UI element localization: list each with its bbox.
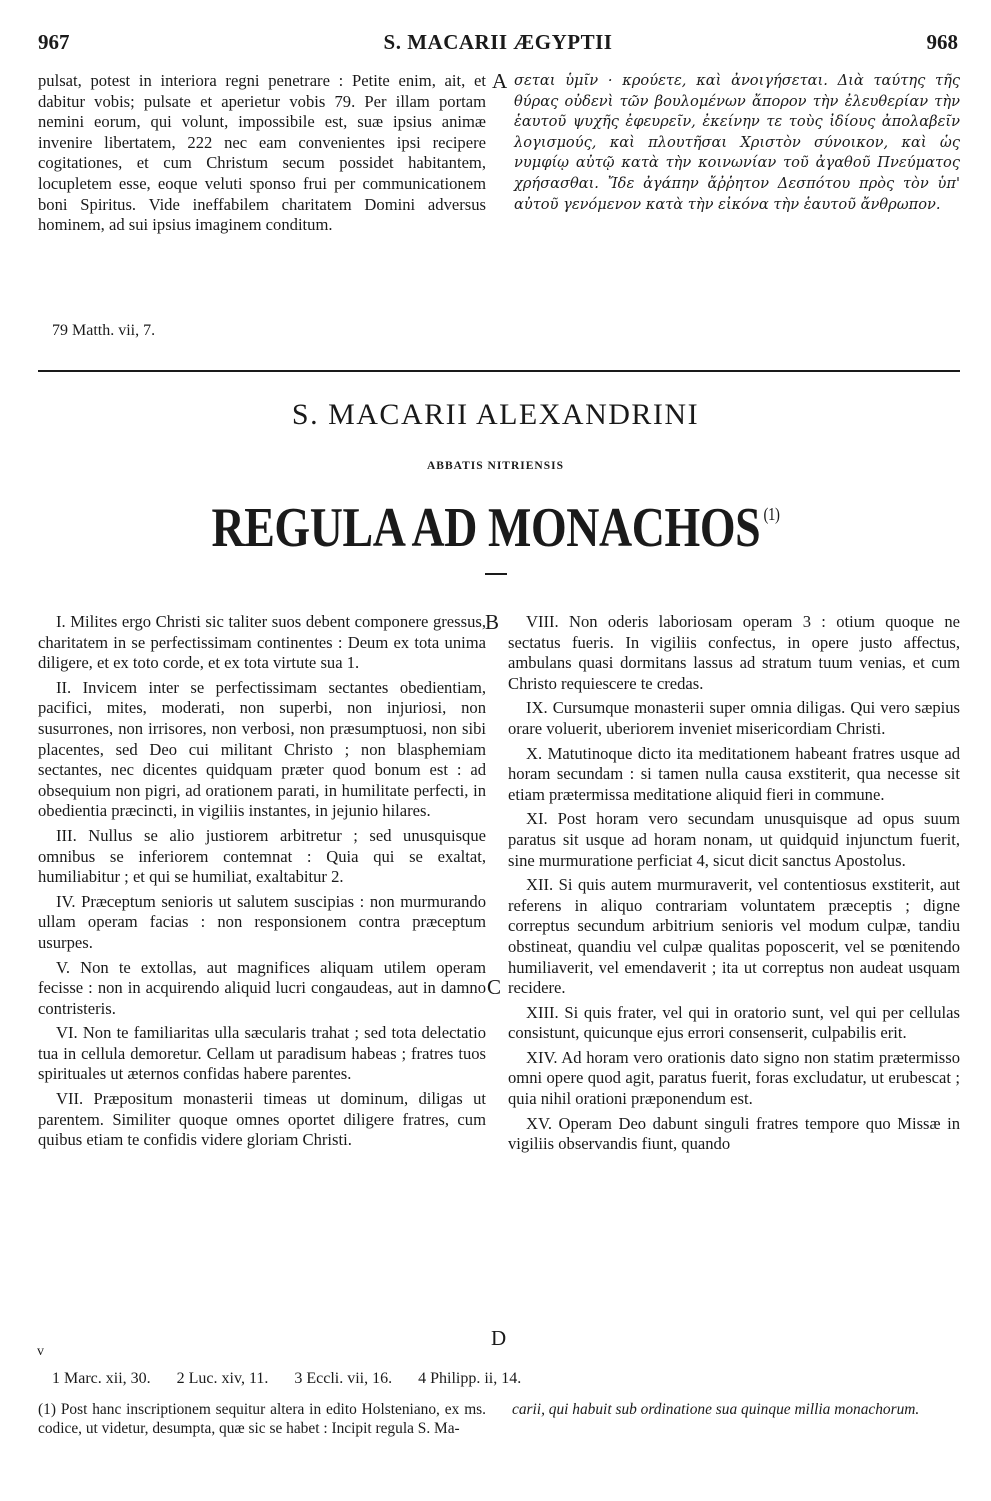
rule-xiv: XIV. Ad horam vero orationis dato signo non statim prætermisso omni opere quod agit, paratus fuerit, foras excludatur, ut erubescat ; quia nihil orationi præponendum est. [508,1047,960,1109]
footnote-top: 79 Matth. vii, 7. [52,322,156,339]
title-note-mark: (1) [763,504,780,524]
section-divider [38,370,960,372]
rule-vii: VII. Præpositum monasterii timeas ut dominum, diligas ut parentem. Similiter quoque omnes oportet diligere fratres, cum quibus etiam te confidis videre gloriam Christi. [38,1089,486,1150]
footnote-4: 4 Philipp. ii, 14. [418,1370,522,1387]
margin-marker-c: C [487,975,502,999]
rule-xv: XV. Operam Deo dabunt singuli fratres tempore quo Missæ in vigiliis observandis fiunt, quando [508,1113,960,1154]
rule-i: I. Milites ergo Christi sic taliter suos debent componere gressus, charitatem in se perfectissimam continentes : Deum ex tota unima diligere, et ex toto corde, et ex tota virtute sua 1. [38,612,486,673]
body-right-column [508,612,960,1159]
page-number-right: 968 [926,30,958,54]
rule-xiii: XIII. Si quis frater, vel qui in oratorio sunt, vel qui per cellulas consistunt, quicunque ejus errori consenserit, culpabilis erit. [508,1002,960,1043]
rule-xii: XII. Si quis autem murmuraverit, vel contentiosus exstiterit, aut referens in aliquo contrariam voluntatem præceptis ; digne correptus secundum arbitrium senioris vel modum culpæ, tandiu obstineat, quandiu vel culpæ qualitas poposcerit, vel se pœnitendo humiliaverit, vel emendaverit ; ita ut correptus non audeat usquam recidere. [508,875,960,998]
editorial-note-right [512,1401,960,1420]
rule-iii: III. Nullus se alio justiorem arbitretur ; sed unusquisque omnibus se inferiorem contemnat : Quia qui se exaltat, humiliabitur ; et qui se humiliat, exaltabitur 2. [38,825,486,887]
rule-viii: VIII. Non oderis laboriosam operam 3 : otium quoque ne sectatus fueris. In vigiliis confectus, in opere justo affectus, ambulans quasi dormitans lassus ad stratum tuum venias, et cum Christo requiescere te credas. [508,612,960,693]
footnote-1: 1 Marc. xii, 30. [52,1370,151,1387]
rule-xi: XI. Post horam vero secundam unusquisque ad opus suum paratus sit usque ad horam nonam, ut quidquid injunctum fuerit, sine murmuratione perficiat 4, sicut dicit sanctus Apostolus. [508,809,960,870]
top-greek-column [514,71,960,215]
editorial-note-left-text: (1) Post hanc inscriptionem sequitur altera in edito Holsteniano, ex ms. codice, ut videtur, desumpta, quæ sic se habet : Incipit regula S. Ma- [38,1401,486,1437]
margin-marker-d: D [491,1326,507,1350]
editorial-note-right-text: carii, qui habuit sub ordinatione sua quinque millia monachorum. [512,1401,920,1418]
body-left-column [38,612,486,1155]
rule-ii: II. Invicem inter se perfectissimam sectantes obedientiam, pacifici, mites, moderati, non superbi, non injuriosi, non susurrones, non irrisores, non verbosi, non præsumptuosi, non sibi placentes, sed Deo cui militant Christo ; non blasphemiam sectantes, nec dicentes quidquam præter quod bonum est : ad obsequium non pigri, ad orationem parati, in humilitate perfecti, in obedientia præcincti, in vigiliis instantes, in jejunio hilares. [38,677,486,821]
footnote-3: 3 Eccli. vii, 16. [294,1370,393,1387]
footnotes-line [52,1370,952,1388]
rule-v: V. Non te extollas, aut magnifices aliquam utilem operam fecisse : non in acquirendo aliquid lucri congaudeas, aut in damno contristeris. [38,957,486,1018]
margin-marker-b: B [485,610,500,634]
short-rule [485,573,507,575]
editorial-note-left [38,1401,486,1438]
title-main: S. MACARII ALEXANDRINI [291,398,700,431]
title-sub: ABBATIS NITRIENSIS [427,460,564,472]
title-big [89,496,902,560]
top-latin-column [38,71,486,236]
top-greek-text: σεται ὑμῖν · κρούετε, καὶ ἀνοιγήσεται. Διὰ ταύτης τῆς θύρας οὐδενὶ τῶν βουλομένων ἄπορον τὴν ἐλευθερίαν τὴν ἑαυτοῦ ψυχῆς ἐφευρεῖν, ἐκείνην τε τοὺς ἰδίους ἀπολαβεῖν λογισμούς, καὶ πλουτῆσαι Χριστὸν σύνοικον, καὶ ὡς νυμφίῳ αὐτῷ κατὰ τὴν κοινωνίαν τοῦ ἀγαθοῦ Πνεύματος χρήσασθαι. Ἴδε ἀγάπην ἄῤῥητον Δεσπότου πρὸς τὸν ὑπ' αὐτοῦ γενόμενον κατὰ τὴν εἰκόνα τὴν ἑαυτοῦ ἄνθρωπον. [514,72,960,213]
rule-x: X. Matutinoque dicto ita meditationem habeant fratres usque ad horam secundam : si tamen nulla causa exstiterit, qua necesse sit etiam prætermissa meditatione aliquid fieri in commune. [508,743,960,804]
rule-vi: VI. Non te familiaritas ulla sæcularis trahat ; sed tota delectatio tua in cellula demoretur. Cellam ut paradisum habeas ; fratres tuos spirituales ut æternos confidas habere parentes. [38,1023,486,1084]
running-title: S. MACARII ÆGYPTII [383,30,613,54]
page-header [38,30,958,56]
rule-ix: IX. Cursumque monasterii super omnia diligas. Qui vero sæpius orare voluerit, uberiorem inveniet misericordiam Christi. [508,698,960,738]
rule-iv: IV. Præceptum senioris ut salutem suscipias : non murmurando ullam operam facias : non responsionem contra præceptum usurpes. [38,891,486,952]
page-number-left: 967 [38,30,70,54]
margin-marker-v: v [37,1344,44,1359]
title-big-text: REGULA AD MONACHOS [211,497,761,559]
margin-marker-a: A [492,69,508,93]
footnote-2: 2 Luc. xiv, 11. [176,1370,269,1387]
top-latin-text: pulsat, potest in interiora regni penetrare : Petite enim, ait, et dabitur vobis; pulsate et aperietur vobis 79. Per illam portam nemini eorum, qui volunt, impossibile est, suæ ipsius animæ invenire libertatem, 222 nec eam convenientes ipsi recipere cogitationes, et cum Christum secum possidet habitantem, locupletem esse, eoque veluti sponso frui per communicationem boni Spiritus. Vide ineffabilem charitatem Domini adversus hominem, ad sui ipsius imaginem conditum. [38,71,486,235]
